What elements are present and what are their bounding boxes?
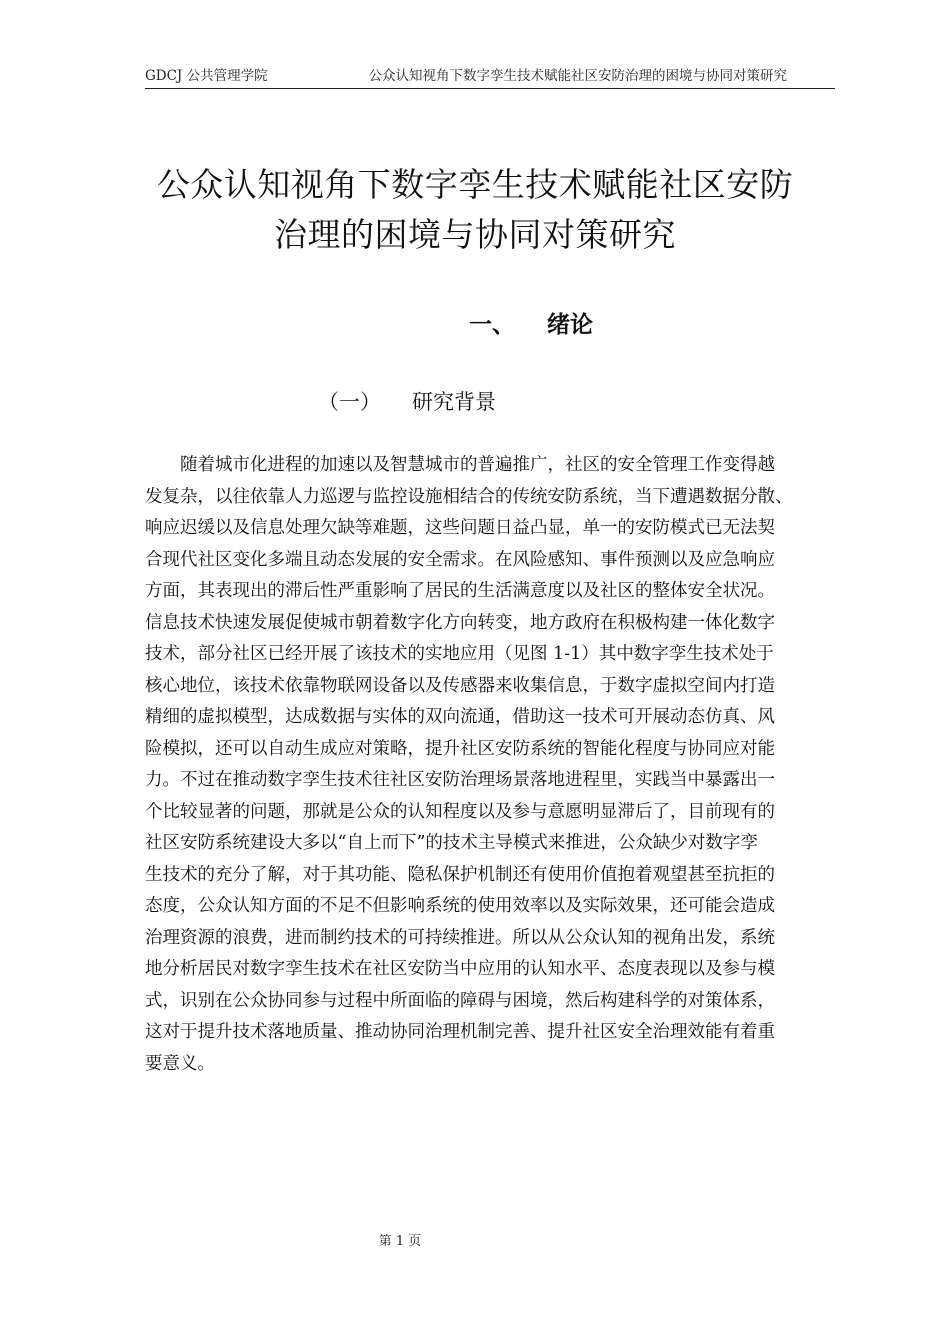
page-number: 第 1 页 — [378, 1234, 422, 1249]
title-line-1: 公众认知视角下数字孪生技术赋能社区安防 — [156, 165, 794, 204]
paragraph-line: 力。不过在推动数字孪生技术往社区安防治理场景落地进程里，实践当中暴露出一 — [145, 770, 775, 790]
paragraph-line: 随着城市化进程的加速以及智慧城市的普遍推广，社区的安全管理工作变得越 — [180, 455, 775, 475]
paragraph-line: 方面，其表现出的滞后性严重影响了居民的生活满意度以及社区的整体安全状况。 — [145, 581, 775, 601]
paragraph-line: 险模拟，还可以自动生成应对策略，提升社区安防系统的智能化程度与协同应对能 — [145, 738, 775, 759]
paragraph-line: 这对于提升技术落地质量、推动协同治理机制完善、提升社区安全治理效能有着重 — [145, 1022, 775, 1042]
document-title — [100, 160, 850, 260]
paragraph-line: 合现代社区变化多端且动态发展的安全需求。在风险感知、事件预测以及应急响应 — [145, 549, 775, 570]
paragraph-line: 发复杂，以往依靠人力巡逻与监控设施相结合的传统安防系统，当下遭遇数据分散、 — [145, 486, 793, 507]
subsection-label: 研究背景 — [412, 390, 496, 414]
subsection-number: （一） — [318, 390, 381, 414]
paragraph-line: 精细的虚拟模型，达成数据与实体的双向流通，借助这一技术可开展动态仿真、风 — [145, 707, 775, 727]
header-institution: GDCJ 公共管理学院 — [145, 68, 268, 84]
title-line-2: 治理的困境与协同对策研究 — [274, 215, 676, 254]
paragraph-line: 治理资源的浪费，进而制约技术的可持续推进。所以从公众认知的视角出发，系统 — [145, 927, 775, 948]
paragraph-line: 响应迟缓以及信息处理欠缺等难题，这些问题日益凸显，单一的安防模式已无法契 — [145, 518, 775, 538]
paragraph-line: 要意义。 — [145, 1053, 215, 1074]
page-header — [145, 66, 835, 89]
section-heading — [469, 305, 593, 345]
section-number: 一、 — [469, 312, 515, 338]
paragraph-line: 生技术的充分了解，对于其功能、隐私保护机制还有使用价值抱着观望甚至抗拒的 — [145, 864, 775, 885]
paragraph-line: 地分析居民对数字孪生技术在社区安防当中应用的认知水平、态度表现以及参与模 — [145, 959, 775, 979]
paragraph-line: 技术，部分社区已经开展了该技术的实地应用（见图 1-1）其中数字孪生技术处于 — [145, 644, 774, 664]
body-paragraph — [145, 450, 837, 1080]
paragraph-line: 个比较显著的问题，那就是公众的认知程度以及参与意愿明显滞后了，目前现有的 — [145, 801, 775, 822]
subsection-heading — [318, 383, 496, 421]
section-label: 绪论 — [547, 312, 593, 338]
header-running-title: 公众认知视角下数字孪生技术赋能社区安防治理的困境与协同对策研究 — [368, 68, 787, 84]
paragraph-line: 态度，公众认知方面的不足不但影响系统的使用效率以及实际效果，还可能会造成 — [145, 896, 775, 916]
paragraph-line: 核心地位，该技术依靠物联网设备以及传感器来收集信息，于数字虚拟空间内打造 — [145, 675, 775, 696]
paragraph-line: 式，识别在公众协同参与过程中所面临的障碍与困境，然后构建科学的对策体系， — [145, 990, 775, 1011]
paragraph-line: 社区安防系统建设大多以“自上而下”的技术主导模式来推进，公众缺少对数字孪 — [145, 833, 758, 853]
paragraph-line: 信息技术快速发展促使城市朝着数字化方向转变，地方政府在积极构建一体化数字 — [145, 612, 775, 633]
